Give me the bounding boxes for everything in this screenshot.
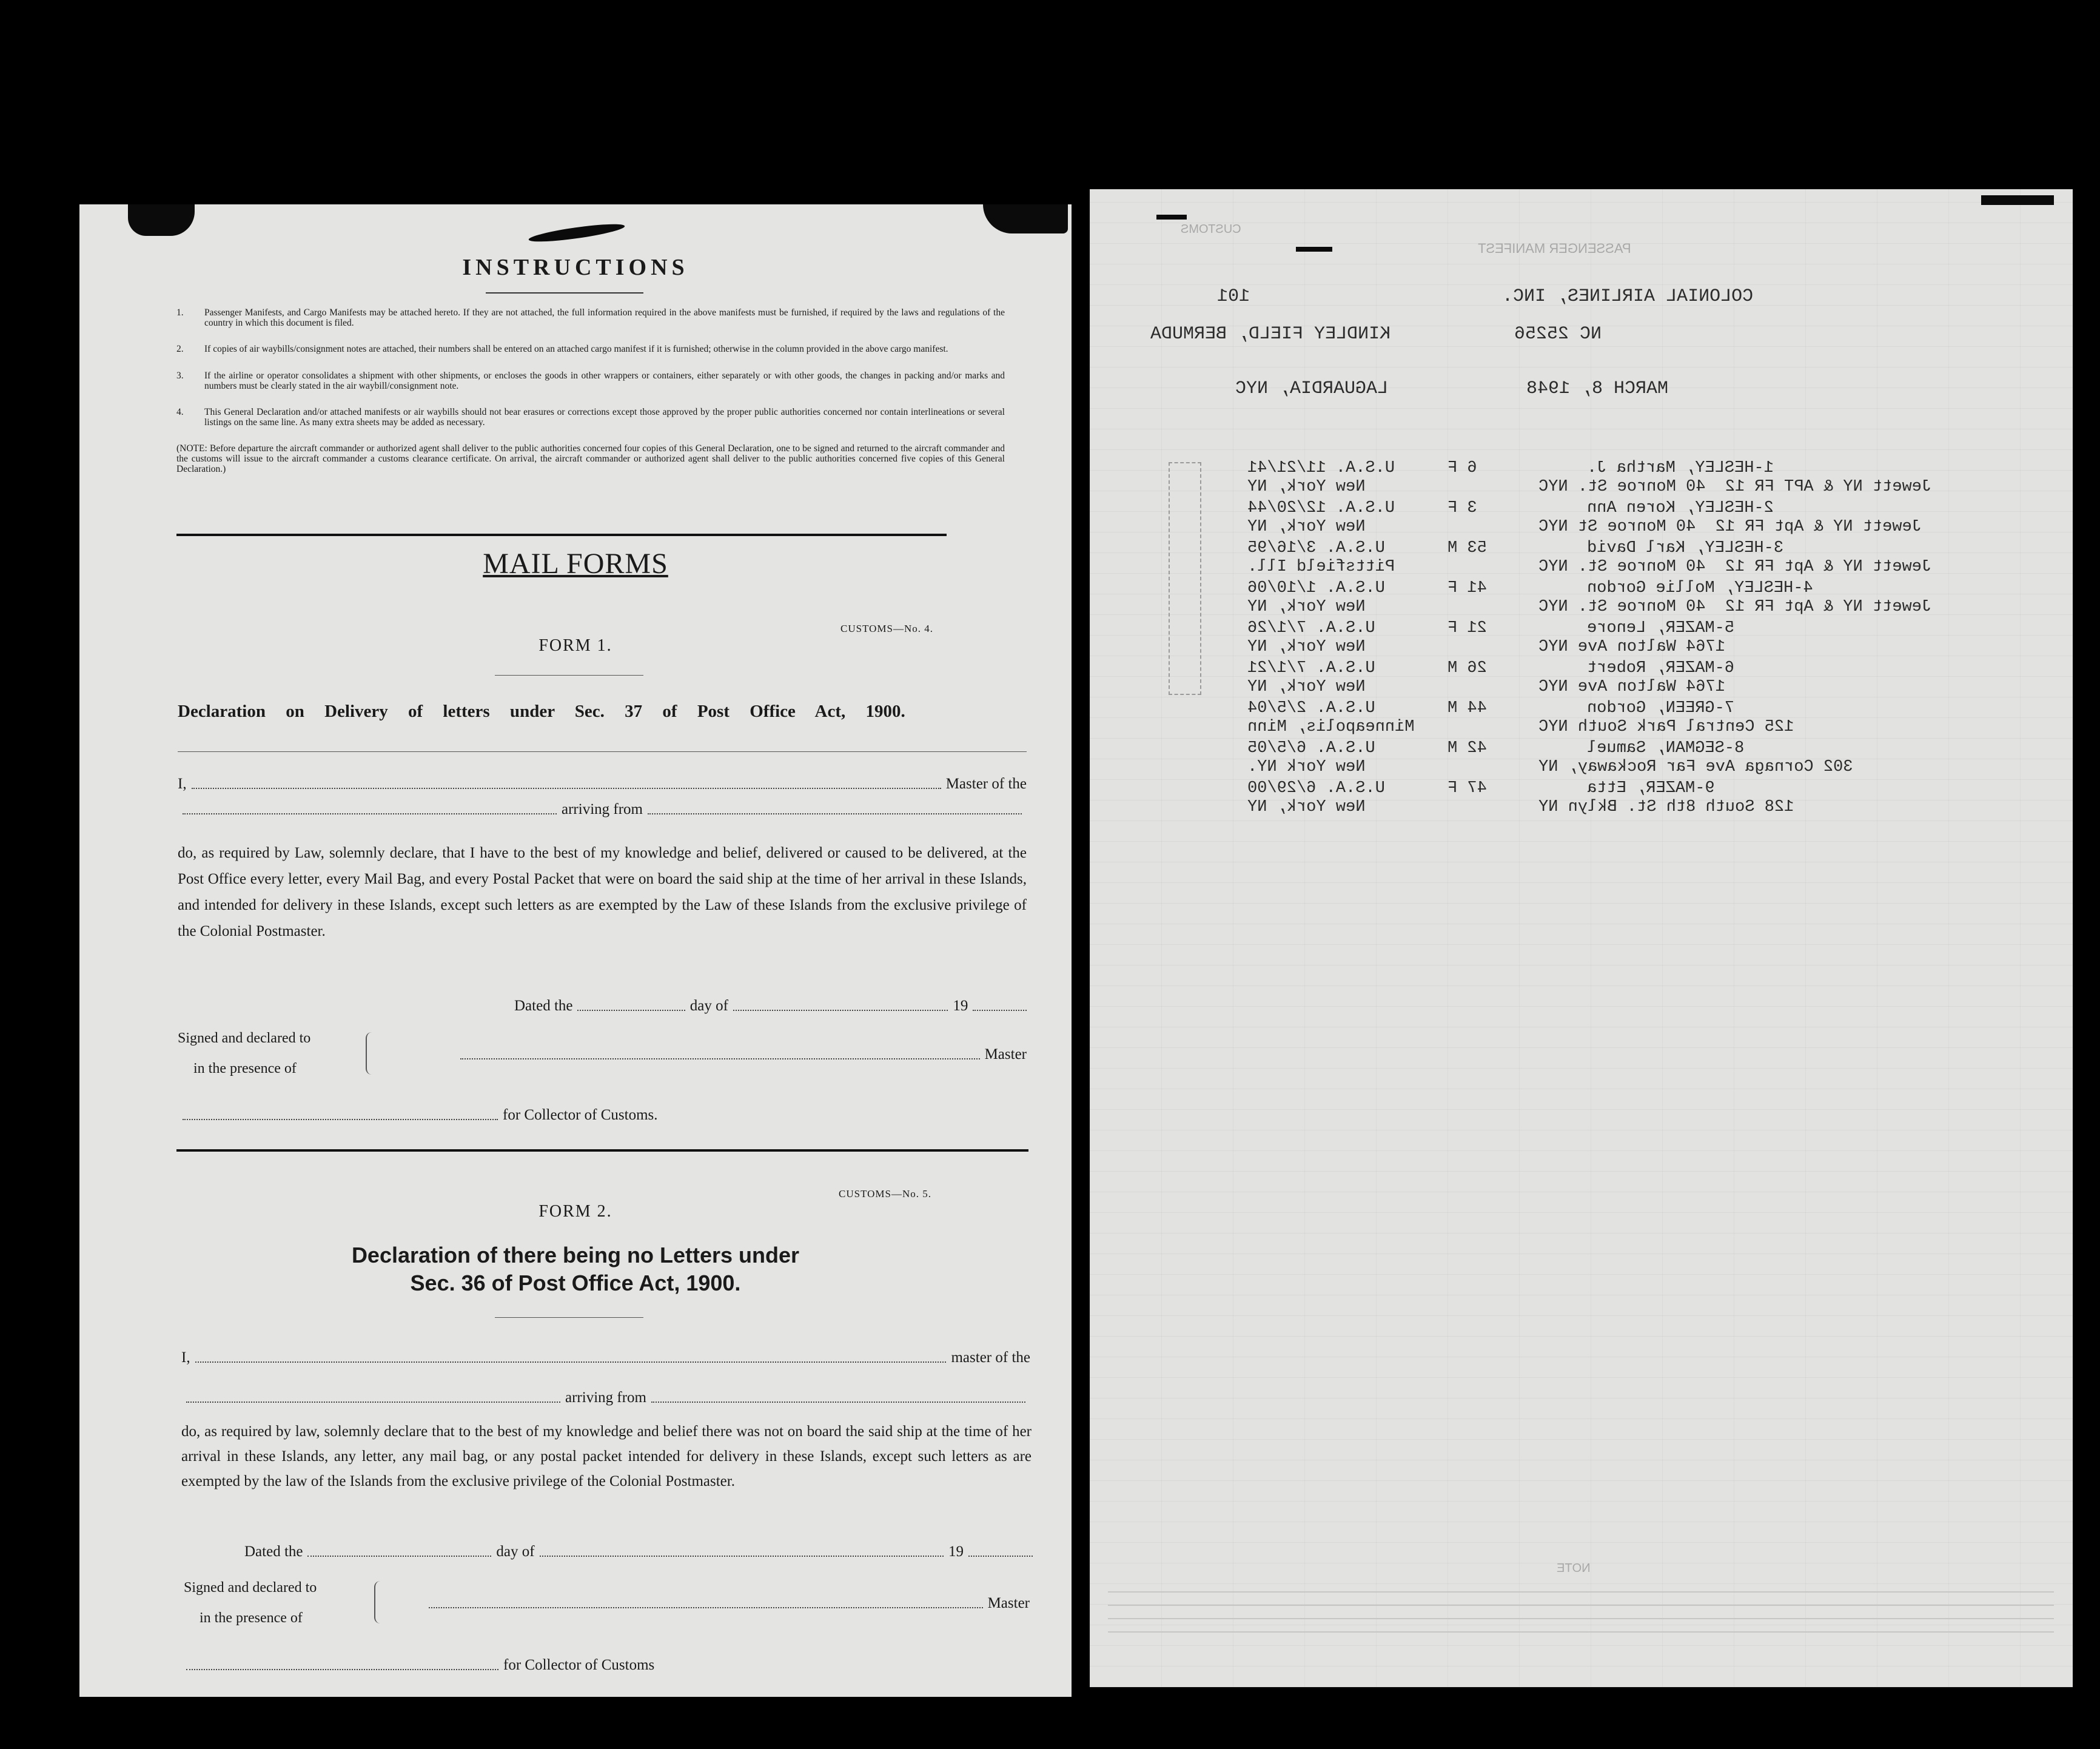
divider (486, 292, 643, 294)
passenger-address: Jewett NY & APT FR 12 40 Monroe St. NYC (1538, 478, 1932, 496)
arrival-place: LAGUARDIA, NYC (1235, 378, 1389, 399)
form2-collector-line (181, 1657, 788, 1674)
ink-blot (528, 221, 626, 245)
instruction-number: 2. (176, 344, 184, 354)
blank-field[interactable] (733, 1009, 948, 1011)
passenger-birthplace: Pittsfield Ill. (1247, 558, 1395, 576)
instruction-number: 3. (176, 371, 184, 381)
passenger-birthplace: New York, NY (1247, 598, 1366, 616)
manifest-title: PASSENGER MANIFEST (1478, 241, 1631, 256)
passenger-nationality-dob: U.S.A. 11/21/41 (1247, 459, 1395, 477)
label-master-of-the: master of the (951, 1349, 1030, 1366)
label-day-of: day of (689, 998, 728, 1014)
instruction-number: 1. (176, 307, 184, 318)
passenger-name: 5-MAZER, Lenore (1587, 619, 1735, 637)
passenger-name: 2-HESLEY, Koren Ann (1587, 499, 1774, 517)
section-divider (176, 534, 947, 536)
label-i: I, (178, 776, 187, 792)
passenger-nationality-dob: U.S.A. 12/20/44 (1247, 499, 1395, 517)
passenger-age-sex: 47 F (1448, 779, 1487, 797)
passenger-address: 125 Central Park South NYC (1538, 718, 1794, 736)
passenger-age-sex: 41 F (1448, 579, 1487, 597)
passenger-nationality-dob: U.S.A. 6/5/05 (1247, 739, 1375, 757)
divider (178, 751, 1027, 752)
form2-arriving-line (181, 1389, 1030, 1406)
passenger-name: 8-SEGMAN, Samuel (1587, 739, 1745, 757)
blank-field[interactable] (973, 1009, 1027, 1011)
stamp-mark (1169, 462, 1201, 695)
airline-name: COLONIAL AIRLINES, INC. (1502, 286, 1754, 307)
label-master: Master (987, 1595, 1030, 1611)
form2-body: do, as required by law, solemnly declare that to the best of my knowledge and belief there was not on board the said ship at the time of her arrival in these Islands, any letter, any mail bag, or any postal packet intended for delivery in these Islands, except such letters as are exempted by the law of the Islands from the exclusive privilege of the Colonial Postmaster. (181, 1423, 1032, 1489)
passenger-nationality-dob: U.S.A. 1/10/06 (1247, 579, 1385, 597)
form2-dated-line (244, 1543, 1033, 1560)
form2-master-line (181, 1349, 1030, 1366)
instruction-text: Passenger Manifests, and Cargo Manifests may be attached hereto. If they are not attached, the full information required in the above manifests must be furnished, if required by the laws and regulations of the country in which this document is filed. (204, 307, 1005, 328)
form2-master-signature-line (424, 1595, 1030, 1612)
instruction-text: If copies of air waybills/consignment notes are attached, their numbers shall be entered on an attached cargo manifest if it is furnished; otherwise in the column provided in the above cargo manifest. (204, 344, 948, 354)
passenger-birthplace: Minneapolis, Minn (1247, 718, 1415, 736)
signed-label: Signed and declared to (178, 1030, 311, 1046)
presence-label: in the presence of (193, 1061, 297, 1076)
label-dated-the: Dated the (244, 1543, 303, 1560)
passenger-name: 9-MAZER, Etta (1587, 779, 1715, 797)
torn-edge-mark (1981, 195, 2054, 205)
form2-declaration-line1: Declaration of there being no Letters under (351, 1243, 800, 1267)
blank-field[interactable] (195, 1361, 947, 1363)
faint-note-text (1108, 1590, 2054, 1633)
form1-declaration-heading: Declaration on Delivery of letters under Sec. 37 of Post Office Act, 1900. (178, 702, 905, 721)
blank-field[interactable] (968, 1555, 1033, 1557)
label-master: Master (984, 1046, 1027, 1062)
passenger-address: Jewett NY & Apt FR 12 40 Monroe St NYC (1538, 518, 1922, 536)
mail-forms-title: MAIL FORMS (483, 548, 668, 580)
passenger-age-sex: 42 M (1448, 739, 1487, 757)
passenger-address: Jewett NY & Apt FR 12 40 Monroe St. NYC (1538, 598, 1932, 616)
flight-number: 101 (1217, 286, 1250, 307)
aircraft-registration: NC 25256 (1514, 324, 1602, 344)
divider (495, 1317, 643, 1318)
note-heading: NOTE (1557, 1562, 1591, 1575)
form1-master-signature-line (455, 1046, 1027, 1063)
label-master-of-the: Master of the (945, 776, 1027, 792)
blank-field[interactable] (192, 787, 941, 789)
divider (495, 675, 643, 676)
punch-mark (1296, 247, 1332, 252)
label-i: I, (181, 1349, 190, 1366)
instruction-item (176, 371, 1025, 407)
instruction-item (176, 344, 1025, 368)
passenger-birthplace: New York, NY (1247, 638, 1366, 656)
instruction-text: This General Declaration and/or attached manifests or air waybills should not bear erasures or corrections except those approved by the proper public authorities concerned nor contain interlineations or several listings on the same line. As many extra sheets may be added as necessary. (204, 407, 1005, 428)
passenger-nationality-dob: U.S.A. 7/1/26 (1247, 619, 1375, 637)
form1-body: do, as required by Law, solemnly declare, that I have to the best of my knowledge and belief, delivered or caused to be delivered, at the Post Office every letter, every Mail Bag, and every Postal Packet that were on board the said ship at the time of her arrival in these Islands, and intended for delivery in these Islands, except such letters as are exempted by the Law of these Islands from the exclusive privilege of the Colonial Postmaster. (178, 845, 1027, 939)
form1-collector-line (178, 1107, 784, 1124)
blank-field[interactable] (186, 1401, 560, 1403)
passenger-nationality-dob: U.S.A. 7/1/21 (1247, 659, 1375, 677)
passenger-birthplace: New York, NY (1247, 478, 1366, 496)
passenger-address: Jewett NY & Apt FR 12 40 Monroe St. NYC (1538, 558, 1932, 576)
passenger-nationality-dob: U.S.A. 3/16/95 (1247, 539, 1385, 557)
label-collector: for Collector of Customs. (503, 1107, 658, 1123)
passenger-address: 128 South 8th St. Bklyn NY (1538, 798, 1794, 816)
form1-arriving-line (178, 801, 1027, 818)
label-arriving-from: arriving from (565, 1389, 646, 1406)
customs-number: CUSTOMS—No. 4. (840, 623, 934, 634)
presence-label: in the presence of (200, 1610, 303, 1626)
form2-title: FORM 2. (538, 1202, 612, 1221)
section-divider (176, 1149, 1028, 1152)
customs-number: CUSTOMS—No. 5. (839, 1188, 932, 1200)
torn-corner-mark (983, 204, 1068, 233)
label-dated-the: Dated the (514, 998, 573, 1014)
blank-field[interactable] (651, 1401, 1025, 1403)
form1-title: FORM 1. (538, 636, 612, 655)
passenger-name: 6-MAZER, Robert (1587, 659, 1735, 677)
passenger-nationality-dob: U.S.A. 6/29/00 (1247, 779, 1385, 797)
form2-declaration-line2: Sec. 36 of Post Office Act, 1900. (410, 1271, 741, 1295)
passenger-age-sex: 44 M (1448, 699, 1487, 717)
blank-field[interactable] (648, 813, 1022, 814)
signed-label: Signed and declared to (184, 1580, 317, 1596)
passenger-nationality-dob: U.S.A. 2/5/04 (1247, 699, 1375, 717)
label-arriving-from: arriving from (562, 801, 643, 817)
signature-field[interactable] (183, 1118, 498, 1120)
form1-dated-line (514, 998, 1027, 1015)
instruction-number: 4. (176, 407, 184, 417)
passenger-address: 1764 Walton Ave NYC (1538, 638, 1725, 656)
flight-date: MARCH 8, 1948 (1526, 378, 1669, 399)
signature-field[interactable] (186, 1668, 498, 1670)
instruction-item (176, 407, 1025, 443)
passenger-birthplace: New York NY. (1247, 758, 1366, 776)
passenger-name: 7-GREEN, Gordon (1587, 699, 1735, 717)
passenger-name: 4-HESLEY, Mollie Gordon (1587, 579, 1813, 597)
label-collector: for Collector of Customs (503, 1657, 655, 1673)
blank-field[interactable] (577, 1009, 685, 1011)
instruction-text: If the airline or operator consolidates a shipment with other shipments, or encloses the goods in other wrappers or containers, either separately or with other goods, the changes in packing and/or marks and numbers must be clearly stated in the air waybill/consignment note. (204, 371, 1005, 391)
passenger-birthplace: New York, NY (1247, 678, 1366, 696)
brace (374, 1581, 381, 1623)
passenger-age-sex: 3 F (1448, 499, 1477, 517)
passenger-age-sex: 53 M (1448, 539, 1487, 557)
brace (366, 1032, 373, 1075)
torn-corner-mark (128, 204, 195, 236)
right-page-passenger-manifest (1090, 189, 2073, 1687)
passenger-name: 3-HESLEY, Karl David (1587, 539, 1784, 557)
passenger-name: 1-HESLEY, Martha J. (1587, 459, 1774, 477)
passenger-age-sex: 21 F (1448, 619, 1487, 637)
manifest-customs-label: CUSTOMS (1181, 223, 1241, 236)
punch-mark (1156, 215, 1187, 220)
passenger-birthplace: New York, NY (1247, 518, 1366, 536)
instructions-title: INSTRUCTIONS (462, 255, 689, 280)
label-day-of: day of (496, 1543, 535, 1560)
passenger-address: 1764 Walton Ave NYC (1538, 678, 1725, 696)
passenger-age-sex: 26 M (1448, 659, 1487, 677)
blank-field[interactable] (307, 1555, 491, 1557)
signature-field[interactable] (429, 1606, 983, 1608)
form1-master-line (178, 776, 1027, 793)
label-year: 19 (953, 998, 968, 1014)
blank-field[interactable] (183, 813, 557, 814)
passenger-birthplace: New York, NY (1247, 798, 1366, 816)
left-page-document (79, 204, 1072, 1697)
label-year: 19 (948, 1543, 964, 1560)
instruction-note: (NOTE: Before departure the aircraft commander or authorized agent shall deliver to the public authorities concerned four copies of this General Declaration, one to be signed and returned to the aircraft commander and the customs will issue to the aircraft commander a customs clearance certificate. On arrival, the aircraft commander or authorized agent shall deliver to the public authorities concerned five copies of this General Declaration.) (176, 443, 1005, 474)
passenger-age-sex: 6 F (1448, 459, 1477, 477)
signature-field[interactable] (460, 1058, 980, 1059)
departure-place: KINDLEY FIELD, BERMUDA (1150, 324, 1391, 344)
passenger-address: 302 Cornaga Ave Far Rockaway, NY (1538, 758, 1853, 776)
blank-field[interactable] (540, 1555, 944, 1557)
